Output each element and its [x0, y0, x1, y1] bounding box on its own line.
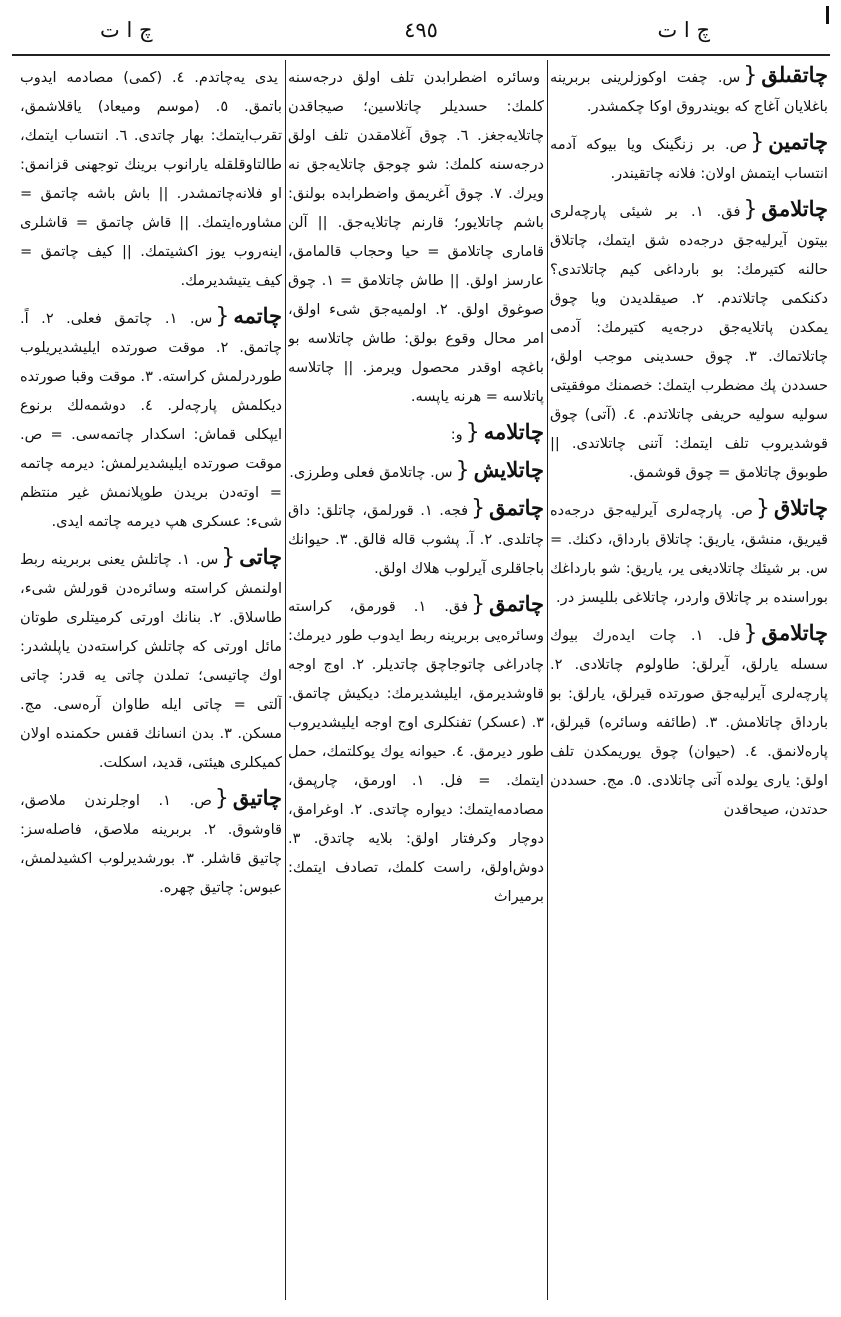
- brace: {: [743, 197, 758, 222]
- page-number: ٤٩٥: [404, 18, 438, 42]
- left-column: [20, 60, 282, 1300]
- headword: چاتلامق: [761, 196, 828, 221]
- dictionary-entry: [288, 417, 544, 449]
- definition: فق. ١. بر شیئی پارچه‌لری بیتون آیرلیه‌جق درجه‌ده شق ایتمك، چاتلاق حالنه کتیرمك: بو بارداغی کیم چاتلاتدی؟ دکنکمی چاتلاتدم. ٢. صیقلدیدن ویا چوق یمکدن پاتلایه‌جق درجه‌یه کتیرمك: آدمی چاتلاتماك. ٣. چوق حسدینی موجب اولق، حسددن پك مضطرب ایتمك: خصمنك موفقیتی سولیه سولیه حریفی چاتلاتدم. ٤. (آتی) چوق قوشدیروب تلف ایتمك: آتنی چاتلاتدی. || طوبوق چاتلامق = چوق قوشمق.: [550, 203, 828, 481]
- headword: چاتمق: [489, 591, 544, 616]
- page-header: [12, 14, 830, 56]
- brace: {: [755, 496, 770, 521]
- header-right-letters: چ ا ت: [657, 18, 710, 42]
- headword: چاتمین: [768, 129, 828, 154]
- dictionary-entry: [20, 783, 282, 902]
- dictionary-entry: [288, 493, 544, 583]
- dictionary-entry: [20, 60, 282, 295]
- definition: و:: [450, 426, 463, 443]
- definition: فجه. ١. قورلمق، چاتلق: داق چاتلدی. ٢. آ. پشوب قاله قالق. ٣. حیوانك باجاقلری آیرلوب هلاك اولق.: [288, 502, 544, 577]
- right-column: [550, 60, 828, 1300]
- header-left-letters: چ ا ت: [100, 18, 153, 42]
- headword: چاتیق: [232, 785, 282, 810]
- column-divider: [285, 60, 286, 1300]
- definition: س. چاتلامق فعلی وطرزی.: [289, 464, 453, 481]
- dictionary-entry: [288, 589, 544, 911]
- column-divider: [547, 60, 548, 1300]
- brace: {: [465, 420, 480, 445]
- headword: چاتلاق: [773, 495, 828, 520]
- dictionary-entry: [550, 194, 828, 487]
- brace: {: [743, 63, 758, 88]
- definition: فق. ١. قورمق، کراسته وسائره‌یی بربرینه ربط ایدوب طور دیرمك: چادراغی چاتوجاچق چاتدیلر. ٢. اوج اوجه قاوشدیرمق، ایلیشدیرمك: دیکیش چاتمق. ٣. (عسکر) تفنکلری اوج اوجه ایلیشدیروب طور دیرمق. ٤. حیوانه یوك یوکلتمك، حمل ایتمك. = فل. ١. اورمق، چارپمق، مصادمه‌ایتمك: دیواره چاتدی. ٢. اوغرامق، دوچار وکرفتار اولق: بلایه چاتدق. ٣. دوش‌اولق، راست کلمك، تصادف ایتمك: برمیراث: [288, 598, 544, 905]
- headword: چاتی: [239, 544, 282, 569]
- brace: {: [221, 545, 236, 570]
- brace: {: [215, 304, 230, 329]
- dictionary-entry: [550, 60, 828, 121]
- dictionary-entry: [550, 127, 828, 188]
- headword: چاتلامه: [483, 419, 544, 444]
- dictionary-entry: [288, 60, 544, 411]
- dictionary-entry: [288, 455, 544, 487]
- brace: {: [750, 130, 765, 155]
- dictionary-entry: [20, 542, 282, 777]
- definition: فل. ١. چات ایده‌رك بیوك سسله یارلق، آیرلق: طاولوم چاتلادی. ٢. پارچه‌لری آیرلیه‌جق صورتده قیرلق، یارلق: بو بارداق چاتلامش. ٣. (طائفه وسائره) قیرلق، پاره‌لانمق. ٤. (حیوان) چوق یوریمکدن تلف اولق: یاری یولده آتی چاتلادی. ٥. مج. حسددن حدتدن، صیحاقدن: [550, 627, 828, 818]
- definition: ص. بر زنگینک ویا بیوکه آدمه انتساب ایتمش اولان: فلانه چاتقیندر.: [550, 136, 828, 182]
- definition: ص. ١. اوجلرندن ملاصق، قاوشوق. ٢. بربرینه ملاصق، فاصله‌سز: چاتیق قاشلر. ٣. بورشدیرلوب اکشیدلمش، عبوس: چاتیق چهره.: [20, 792, 282, 896]
- headword: چاتمق: [489, 495, 544, 520]
- headword: چاتمه: [233, 303, 282, 328]
- headword: چاتقىلق: [761, 62, 828, 87]
- definition: وسائره اضطرابدن تلف اولق درجه‌سنه کلمك: حسدیلر چاتلاسین؛ صیجاقدن چاتلایه‌جغز. ٦. چوق آغلامقدن تلف اولق درجه‌سنه کلمك: شو چوجق چاتلایه‌جق نه ویرك. ٧. چوق آغریمق واضطرابده بولنق: باشم چاتلایور؛ قارنم چاتلایه‌جق. || آلن قاماری چاتلامق = حیا وحجاب قالمامق، عارسز اولق. || طاش چاتلامق = ١. چوق صوغوق اولق. ٢. اولمیه‌جق شیء اولق، امر محال وقوع بولق: طاش چاتلاسه بو باغچه اوقدر محصول ویرمز. || چاتلاسه پاتلاسه = هرنه یاپسه.: [288, 69, 544, 405]
- brace: {: [743, 621, 758, 646]
- definition: س. ١. چاتلش یعنی بربرینه ربط اولنمش کراسته وسائره‌دن قورلش شیء، طاسلاق. ٢. بنانك اورتی کرمیتلری طوتان مائل اورتی که چاتلش کراسته‌دن یاپلشدر: اوك چاتیسی؛ تملدن چاتی یه قدر: چاتی آلتی = چاتی ایله طاوان آره‌سی. مج. مسکن. ٣. بدن انسانك قفس حکمنده اولان کمیکلری هیئتی، قدید، اسکلت.: [20, 551, 282, 771]
- headword: چاتلامق: [761, 620, 828, 645]
- definition: یدی یه‌چاتدم. ٤. (کمی) مصادمه ایدوب باتمق. ٥. (موسم ومیعاد) یاقلاشمق، تقرب‌ایتمك: بهار چاتدی. ٦. انتساب ایتمك، طالتاوقلقله یارانوب برینك توجهنی قزانمق: او فلانه‌چاتمشدر. || باش باشه چاتمق = مشاوره‌ایتمك. || قاش چاتمق = قاشلری اینه‌روب یوز اکشیتمك. || کیف چاتمق = کیف یتیشدیرمك.: [20, 69, 282, 289]
- middle-column: [288, 60, 544, 1300]
- dictionary-entry: [550, 618, 828, 824]
- definition: س. ١. چاتمق فعلی. ٢. اً. چاتمق. ٢. موقت صورتده ایلیشدیریلوب طوردرلمش کراسته. ٣. موقت وقبا صورتده دیکلمش پارچه‌لر. ٤. دوشمه‌لك برنوع ایپکلی قماش: اسکدار چاتمه‌سی. = ص. موقت صورتده ایلیشدیرلمش: دیرمه چاتمه = اوته‌دن بریدن طوپلانمش غیر منتظم شیء: عسکری هپ دیرمه چاتمه ایدی.: [20, 310, 282, 530]
- definition: ص. پارچه‌لری آیرلیه‌جق درجه‌ده قیریق، منشق، یاریق: چاتلاق بارداق، دکنك. = س. بر شیئك چاتلادیغی یر، یاریق: شو بارداغك بوراسنده بر چاتلاق واردر، چاتلاغی بللیسز در.: [550, 502, 828, 606]
- brace: {: [214, 786, 229, 811]
- headword: چاتلایش: [473, 457, 544, 482]
- dictionary-entry: [20, 301, 282, 536]
- brace: {: [455, 458, 470, 483]
- dictionary-entry: [550, 493, 828, 612]
- definition: س. چفت اوکوزلرینى بربرینه باغلایان آغاج که بویندروق اوکا چکمشدر.: [550, 69, 828, 115]
- brace: {: [471, 592, 486, 617]
- brace: {: [471, 496, 486, 521]
